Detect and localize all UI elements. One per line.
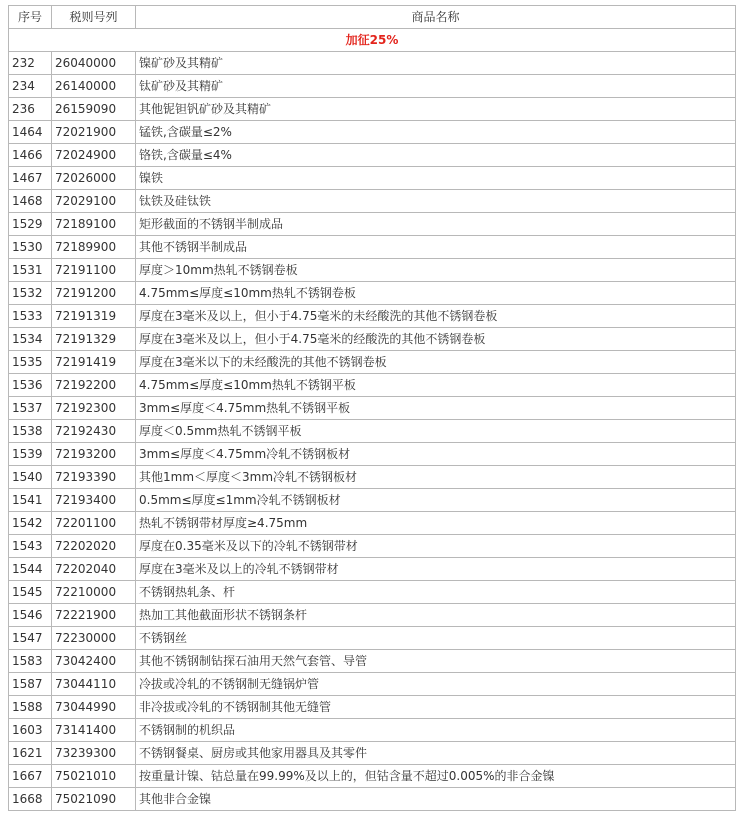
serial-cell: 1587	[9, 673, 52, 696]
product-name-cell: 厚度＞10mm热轧不锈钢卷板	[136, 259, 736, 282]
tariff-code-cell: 72024900	[52, 144, 136, 167]
tariff-code-cell: 73042400	[52, 650, 136, 673]
serial-cell: 1532	[9, 282, 52, 305]
header-serial: 序号	[9, 6, 52, 29]
serial-cell: 1546	[9, 604, 52, 627]
table-row	[9, 236, 736, 259]
serial-cell: 234	[9, 75, 52, 98]
product-name-cell: 钛矿砂及其精矿	[136, 75, 736, 98]
tariff-code-cell: 72192200	[52, 374, 136, 397]
product-name-cell: 厚度在3毫米及以上，但小于4.75毫米的未经酸洗的其他不锈钢卷板	[136, 305, 736, 328]
table-row	[9, 558, 736, 581]
serial-cell: 1539	[9, 443, 52, 466]
serial-cell: 1545	[9, 581, 52, 604]
table-row	[9, 650, 736, 673]
serial-cell: 236	[9, 98, 52, 121]
table-row	[9, 190, 736, 213]
product-name-cell: 不锈钢餐桌、厨房或其他家用器具及其零件	[136, 742, 736, 765]
table-row	[9, 788, 736, 811]
table-row	[9, 535, 736, 558]
product-name-cell: 热轧不锈钢带材厚度≥4.75mm	[136, 512, 736, 535]
tariff-code-cell: 72021900	[52, 121, 136, 144]
serial-cell: 1529	[9, 213, 52, 236]
table-row	[9, 52, 736, 75]
product-name-cell: 钛铁及硅钛铁	[136, 190, 736, 213]
table-row	[9, 98, 736, 121]
product-name-cell: 厚度在0.35毫米及以下的冷轧不锈钢带材	[136, 535, 736, 558]
serial-cell: 232	[9, 52, 52, 75]
table-row	[9, 742, 736, 765]
serial-cell: 1530	[9, 236, 52, 259]
product-name-cell: 4.75mm≤厚度≤10mm热轧不锈钢平板	[136, 374, 736, 397]
product-name-cell: 不锈钢制的机织品	[136, 719, 736, 742]
table-row	[9, 282, 736, 305]
table-row	[9, 167, 736, 190]
table-row	[9, 466, 736, 489]
serial-cell: 1547	[9, 627, 52, 650]
tariff-code-cell: 73044110	[52, 673, 136, 696]
table-row	[9, 305, 736, 328]
tariff-code-cell: 72221900	[52, 604, 136, 627]
tariff-code-cell: 26140000	[52, 75, 136, 98]
serial-cell: 1543	[9, 535, 52, 558]
tariff-code-cell: 72189900	[52, 236, 136, 259]
tariff-code-cell: 75021090	[52, 788, 136, 811]
tariff-code-cell: 26159090	[52, 98, 136, 121]
tariff-code-cell: 73141400	[52, 719, 136, 742]
header-tariff-code: 税则号列	[52, 6, 136, 29]
serial-cell: 1464	[9, 121, 52, 144]
tariff-code-cell: 72193200	[52, 443, 136, 466]
serial-cell: 1466	[9, 144, 52, 167]
table-row	[9, 719, 736, 742]
tariff-code-cell: 72193400	[52, 489, 136, 512]
tariff-code-cell: 75021010	[52, 765, 136, 788]
serial-cell: 1588	[9, 696, 52, 719]
table-row	[9, 765, 736, 788]
serial-cell: 1621	[9, 742, 52, 765]
product-name-cell: 3mm≤厚度＜4.75mm冷轧不锈钢板材	[136, 443, 736, 466]
table-row	[9, 581, 736, 604]
product-name-cell: 镍矿砂及其精矿	[136, 52, 736, 75]
product-name-cell: 3mm≤厚度＜4.75mm热轧不锈钢平板	[136, 397, 736, 420]
table-row	[9, 420, 736, 443]
tariff-code-cell: 72026000	[52, 167, 136, 190]
tariff-code-cell: 72210000	[52, 581, 136, 604]
product-name-cell: 其他不锈钢半制成品	[136, 236, 736, 259]
table-row	[9, 121, 736, 144]
serial-cell: 1541	[9, 489, 52, 512]
serial-cell: 1531	[9, 259, 52, 282]
group-label: 加征25%	[9, 29, 736, 52]
tariff-code-cell: 72202040	[52, 558, 136, 581]
serial-cell: 1468	[9, 190, 52, 213]
serial-cell: 1534	[9, 328, 52, 351]
serial-cell: 1540	[9, 466, 52, 489]
product-name-cell: 热加工其他截面形状不锈钢条杆	[136, 604, 736, 627]
product-name-cell: 其他非合金镍	[136, 788, 736, 811]
table-row	[9, 489, 736, 512]
table-row	[9, 144, 736, 167]
tariff-code-cell: 72192300	[52, 397, 136, 420]
tariff-table	[8, 5, 736, 811]
table-row	[9, 75, 736, 98]
tariff-code-cell: 73239300	[52, 742, 136, 765]
product-name-cell: 非冷拔或冷轧的不锈钢制其他无缝管	[136, 696, 736, 719]
product-name-cell: 其他铌钽钒矿砂及其精矿	[136, 98, 736, 121]
header-row	[9, 6, 736, 29]
tariff-code-cell: 72201100	[52, 512, 136, 535]
product-name-cell: 其他不锈钢制钻探石油用天然气套管、导管	[136, 650, 736, 673]
product-name-cell: 厚度在3毫米以下的未经酸洗的其他不锈钢卷板	[136, 351, 736, 374]
serial-cell: 1667	[9, 765, 52, 788]
serial-cell: 1537	[9, 397, 52, 420]
table-row	[9, 604, 736, 627]
product-name-cell: 锰铁,含碳量≤2%	[136, 121, 736, 144]
table-row	[9, 673, 736, 696]
tariff-code-cell: 72202020	[52, 535, 136, 558]
tariff-code-cell: 72029100	[52, 190, 136, 213]
table-row	[9, 512, 736, 535]
serial-cell: 1535	[9, 351, 52, 374]
product-name-cell: 0.5mm≤厚度≤1mm冷轧不锈钢板材	[136, 489, 736, 512]
product-name-cell: 镍铁	[136, 167, 736, 190]
product-name-cell: 厚度＜0.5mm热轧不锈钢平板	[136, 420, 736, 443]
tariff-code-cell: 72191200	[52, 282, 136, 305]
product-name-cell: 按重量计镍、钴总量在99.99%及以上的，但钴含量不超过0.005%的非合金镍	[136, 765, 736, 788]
serial-cell: 1542	[9, 512, 52, 535]
product-name-cell: 4.75mm≤厚度≤10mm热轧不锈钢卷板	[136, 282, 736, 305]
table-row	[9, 696, 736, 719]
table-row	[9, 328, 736, 351]
product-name-cell: 不锈钢热轧条、杆	[136, 581, 736, 604]
tariff-code-cell: 72192430	[52, 420, 136, 443]
table-row	[9, 397, 736, 420]
table-row	[9, 627, 736, 650]
product-name-cell: 铬铁,含碳量≤4%	[136, 144, 736, 167]
serial-cell: 1668	[9, 788, 52, 811]
tariff-code-cell: 26040000	[52, 52, 136, 75]
product-name-cell: 其他1mm＜厚度＜3mm冷轧不锈钢板材	[136, 466, 736, 489]
serial-cell: 1538	[9, 420, 52, 443]
tariff-code-cell: 72189100	[52, 213, 136, 236]
tariff-code-cell: 72191319	[52, 305, 136, 328]
serial-cell: 1583	[9, 650, 52, 673]
serial-cell: 1603	[9, 719, 52, 742]
table-row	[9, 374, 736, 397]
tariff-code-cell: 72191329	[52, 328, 136, 351]
tariff-code-cell: 72193390	[52, 466, 136, 489]
tariff-code-cell: 72191100	[52, 259, 136, 282]
group-row	[9, 29, 736, 52]
table-row	[9, 443, 736, 466]
header-product-name: 商品名称	[136, 6, 736, 29]
table-row	[9, 351, 736, 374]
tariff-code-cell: 72230000	[52, 627, 136, 650]
product-name-cell: 厚度在3毫米及以上的冷轧不锈钢带材	[136, 558, 736, 581]
table-row	[9, 213, 736, 236]
serial-cell: 1544	[9, 558, 52, 581]
tariff-code-cell: 72191419	[52, 351, 136, 374]
table-row	[9, 259, 736, 282]
product-name-cell: 厚度在3毫米及以上，但小于4.75毫米的经酸洗的其他不锈钢卷板	[136, 328, 736, 351]
serial-cell: 1533	[9, 305, 52, 328]
serial-cell: 1467	[9, 167, 52, 190]
product-name-cell: 矩形截面的不锈钢半制成品	[136, 213, 736, 236]
product-name-cell: 不锈钢丝	[136, 627, 736, 650]
serial-cell: 1536	[9, 374, 52, 397]
tariff-code-cell: 73044990	[52, 696, 136, 719]
product-name-cell: 冷拔或冷轧的不锈钢制无缝锅炉管	[136, 673, 736, 696]
